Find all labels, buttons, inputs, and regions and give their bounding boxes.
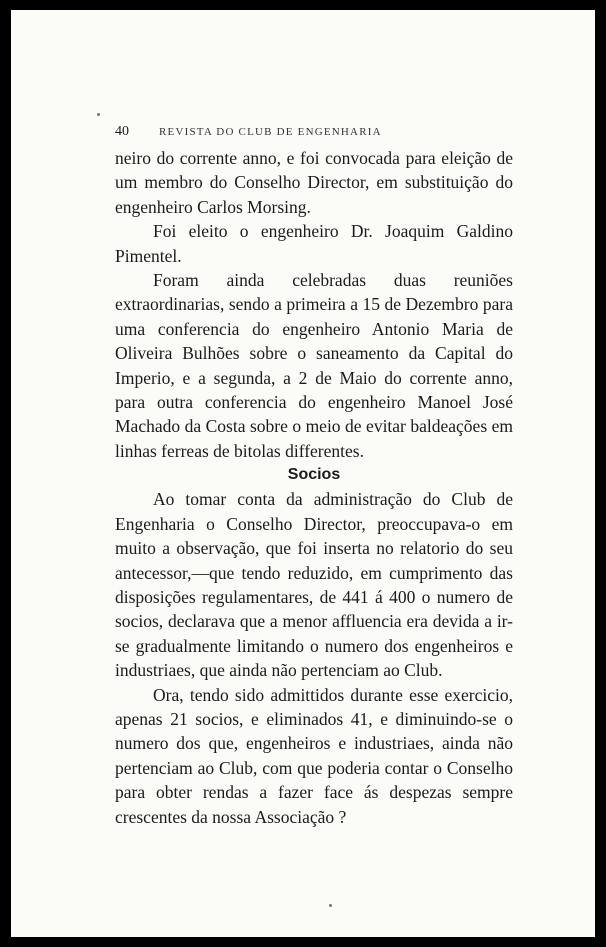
paragraph-socios-2: Ora, tendo sido admittidos durante esse exercicio, apenas 21 socios, e eliminados 41, e diminuindo-se o numero dos que, engenheiros e industriaes, ainda não pertenciam ao Club, com que poderia contar o Conselho para obter rendas a fazer face ás despezas sempre crescentes da nossa Associação ? bbox=[115, 684, 513, 827]
paragraph-meetings: Foram ainda celebradas duas reuniões extraordinarias, sendo a primeira a 15 de Dezembro para uma conferencia do engenheiro Antonio Maria de Oliveira Bulhões sobre o saneamento da Capital do Imperio, e a segunda, a 2 de Maio do corrente anno, para outra conferencia do engenheiro Manoel José Machado da Costa sobre o meio de evitar baldeações em linhas ferreas de bitolas differentes. bbox=[115, 270, 513, 461]
paragraph-continuation: neiro do corrente anno, e foi convocada para eleição de um membro do Conselho Director, em substituição do engenheiro Carlos Morsing. bbox=[115, 148, 513, 217]
page-number: 40 bbox=[115, 124, 129, 139]
paragraph-socios-1: Ao tomar conta da administração do Club de Engenharia o Conselho Director, preoccupava-o em muito a observação, que foi inserta no relatorio do seu antecessor,—que tendo reduzido, em cumprimento das disposições regulamentares, de 441 á 400 o numero de socios, declarava que a menor affluencia era devida a ir-se gradualmente limitando o numero dos engenheiros e industriaes, que ainda não pertenciam ao Club. bbox=[115, 489, 513, 681]
paragraph-election: Foi eleito o engenheiro Dr. Joaquim Galdino Pimentel. bbox=[115, 221, 513, 266]
page-header bbox=[115, 124, 513, 144]
section-heading: Socios bbox=[287, 466, 341, 484]
body-text bbox=[115, 146, 513, 829]
book-page bbox=[11, 10, 595, 937]
paper-speck bbox=[97, 113, 100, 116]
paper-speck bbox=[329, 904, 332, 907]
running-title: REVISTA DO CLUB DE ENGENHARIA bbox=[159, 126, 382, 138]
